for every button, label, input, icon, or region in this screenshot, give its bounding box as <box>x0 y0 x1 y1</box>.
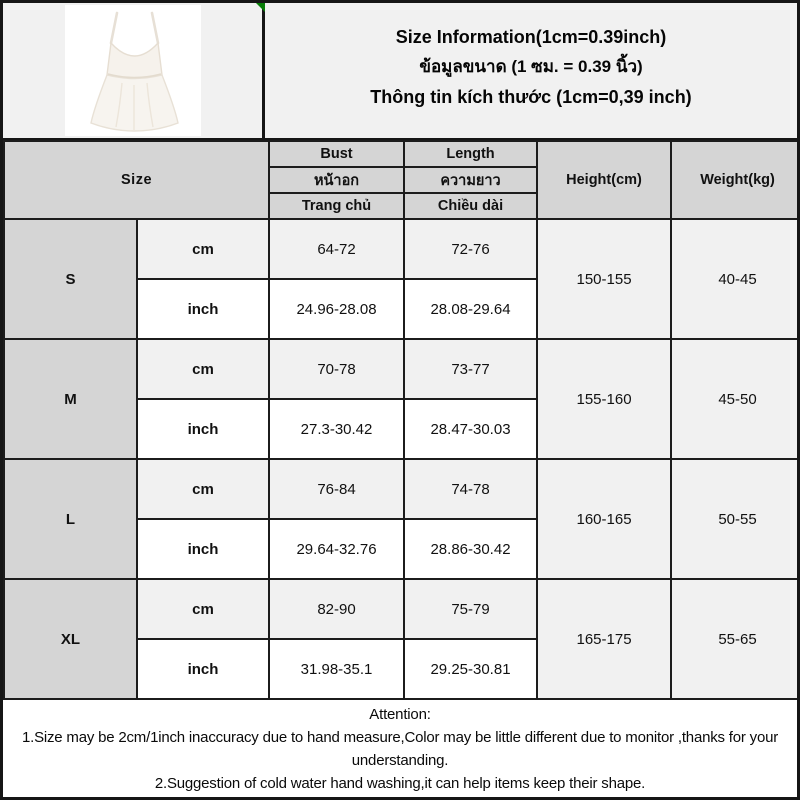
height-cell: 155-160 <box>537 339 671 459</box>
bust-cm-cell: 70-78 <box>269 339 404 399</box>
size-table <box>3 140 800 700</box>
weight-cell: 50-55 <box>671 459 800 579</box>
length-header-th: ความยาว <box>404 167 537 193</box>
unit-inch-cell: inch <box>137 519 269 579</box>
title-thai: ข้อมูลขนาด (1 ซม. = 0.39 นิ้ว) <box>419 56 643 76</box>
size-cell-l: L <box>4 459 137 579</box>
bust-inch-cell: 29.64-32.76 <box>269 519 404 579</box>
length-inch-cell: 28.47-30.03 <box>404 399 537 459</box>
bust-inch-cell: 31.98-35.1 <box>269 639 404 699</box>
length-cm-cell: 75-79 <box>404 579 537 639</box>
size-cell-m: M <box>4 339 137 459</box>
row-xl-cm <box>4 579 800 639</box>
height-cell: 150-155 <box>537 219 671 339</box>
bust-header-vi: Trang chủ <box>269 193 404 219</box>
length-header-vi: Chiều dài <box>404 193 537 219</box>
attention-title: Attention: <box>369 706 431 723</box>
size-header-cell: Size <box>4 141 269 219</box>
height-cell: 160-165 <box>537 459 671 579</box>
bust-cm-cell: 82-90 <box>269 579 404 639</box>
bust-header-th: หน้าอก <box>269 167 404 193</box>
bust-header-en: Bust <box>269 141 404 167</box>
unit-cm-cell: cm <box>137 219 269 279</box>
unit-cm-cell: cm <box>137 579 269 639</box>
attention-line-1: 1.Size may be 2cm/1inch inaccuracy due to hand measure,Color may be little different due to monitor ,thanks for your understanding. <box>21 729 779 769</box>
header-row-1 <box>4 141 800 167</box>
dress-image <box>70 7 196 133</box>
green-corner-flag-icon <box>256 3 265 12</box>
unit-cm-cell: cm <box>137 339 269 399</box>
row-s-cm <box>4 219 800 279</box>
length-cm-cell: 74-78 <box>404 459 537 519</box>
unit-inch-cell: inch <box>137 279 269 339</box>
height-cell: 165-175 <box>537 579 671 699</box>
size-info-title-block <box>265 3 797 138</box>
weight-header: Weight(kg) <box>671 141 800 219</box>
unit-inch-cell: inch <box>137 639 269 699</box>
attention-line-2: 2.Suggestion of cold water hand washing,it can help items keep their shape. <box>154 775 646 792</box>
attention-section <box>3 700 797 797</box>
length-cm-cell: 73-77 <box>404 339 537 399</box>
title-english: Size Information(1cm=0.39inch) <box>395 26 667 47</box>
bust-cm-cell: 64-72 <box>269 219 404 279</box>
weight-cell: 55-65 <box>671 579 800 699</box>
top-section <box>3 3 797 140</box>
size-cell-xl: XL <box>4 579 137 699</box>
product-photo <box>65 5 201 136</box>
length-inch-cell: 28.08-29.64 <box>404 279 537 339</box>
bust-inch-cell: 24.96-28.08 <box>269 279 404 339</box>
length-inch-cell: 28.86-30.42 <box>404 519 537 579</box>
product-photo-cell <box>3 3 265 138</box>
length-header-en: Length <box>404 141 537 167</box>
weight-cell: 45-50 <box>671 339 800 459</box>
title-vietnamese: Thông tin kích thước (1cm=0,39 inch) <box>370 86 692 107</box>
length-cm-cell: 72-76 <box>404 219 537 279</box>
unit-cm-cell: cm <box>137 459 269 519</box>
weight-cell: 40-45 <box>671 219 800 339</box>
bust-inch-cell: 27.3-30.42 <box>269 399 404 459</box>
row-l-cm <box>4 459 800 519</box>
size-cell-s: S <box>4 219 137 339</box>
row-m-cm <box>4 339 800 399</box>
height-header: Height(cm) <box>537 141 671 219</box>
length-inch-cell: 29.25-30.81 <box>404 639 537 699</box>
unit-inch-cell: inch <box>137 399 269 459</box>
bust-cm-cell: 76-84 <box>269 459 404 519</box>
